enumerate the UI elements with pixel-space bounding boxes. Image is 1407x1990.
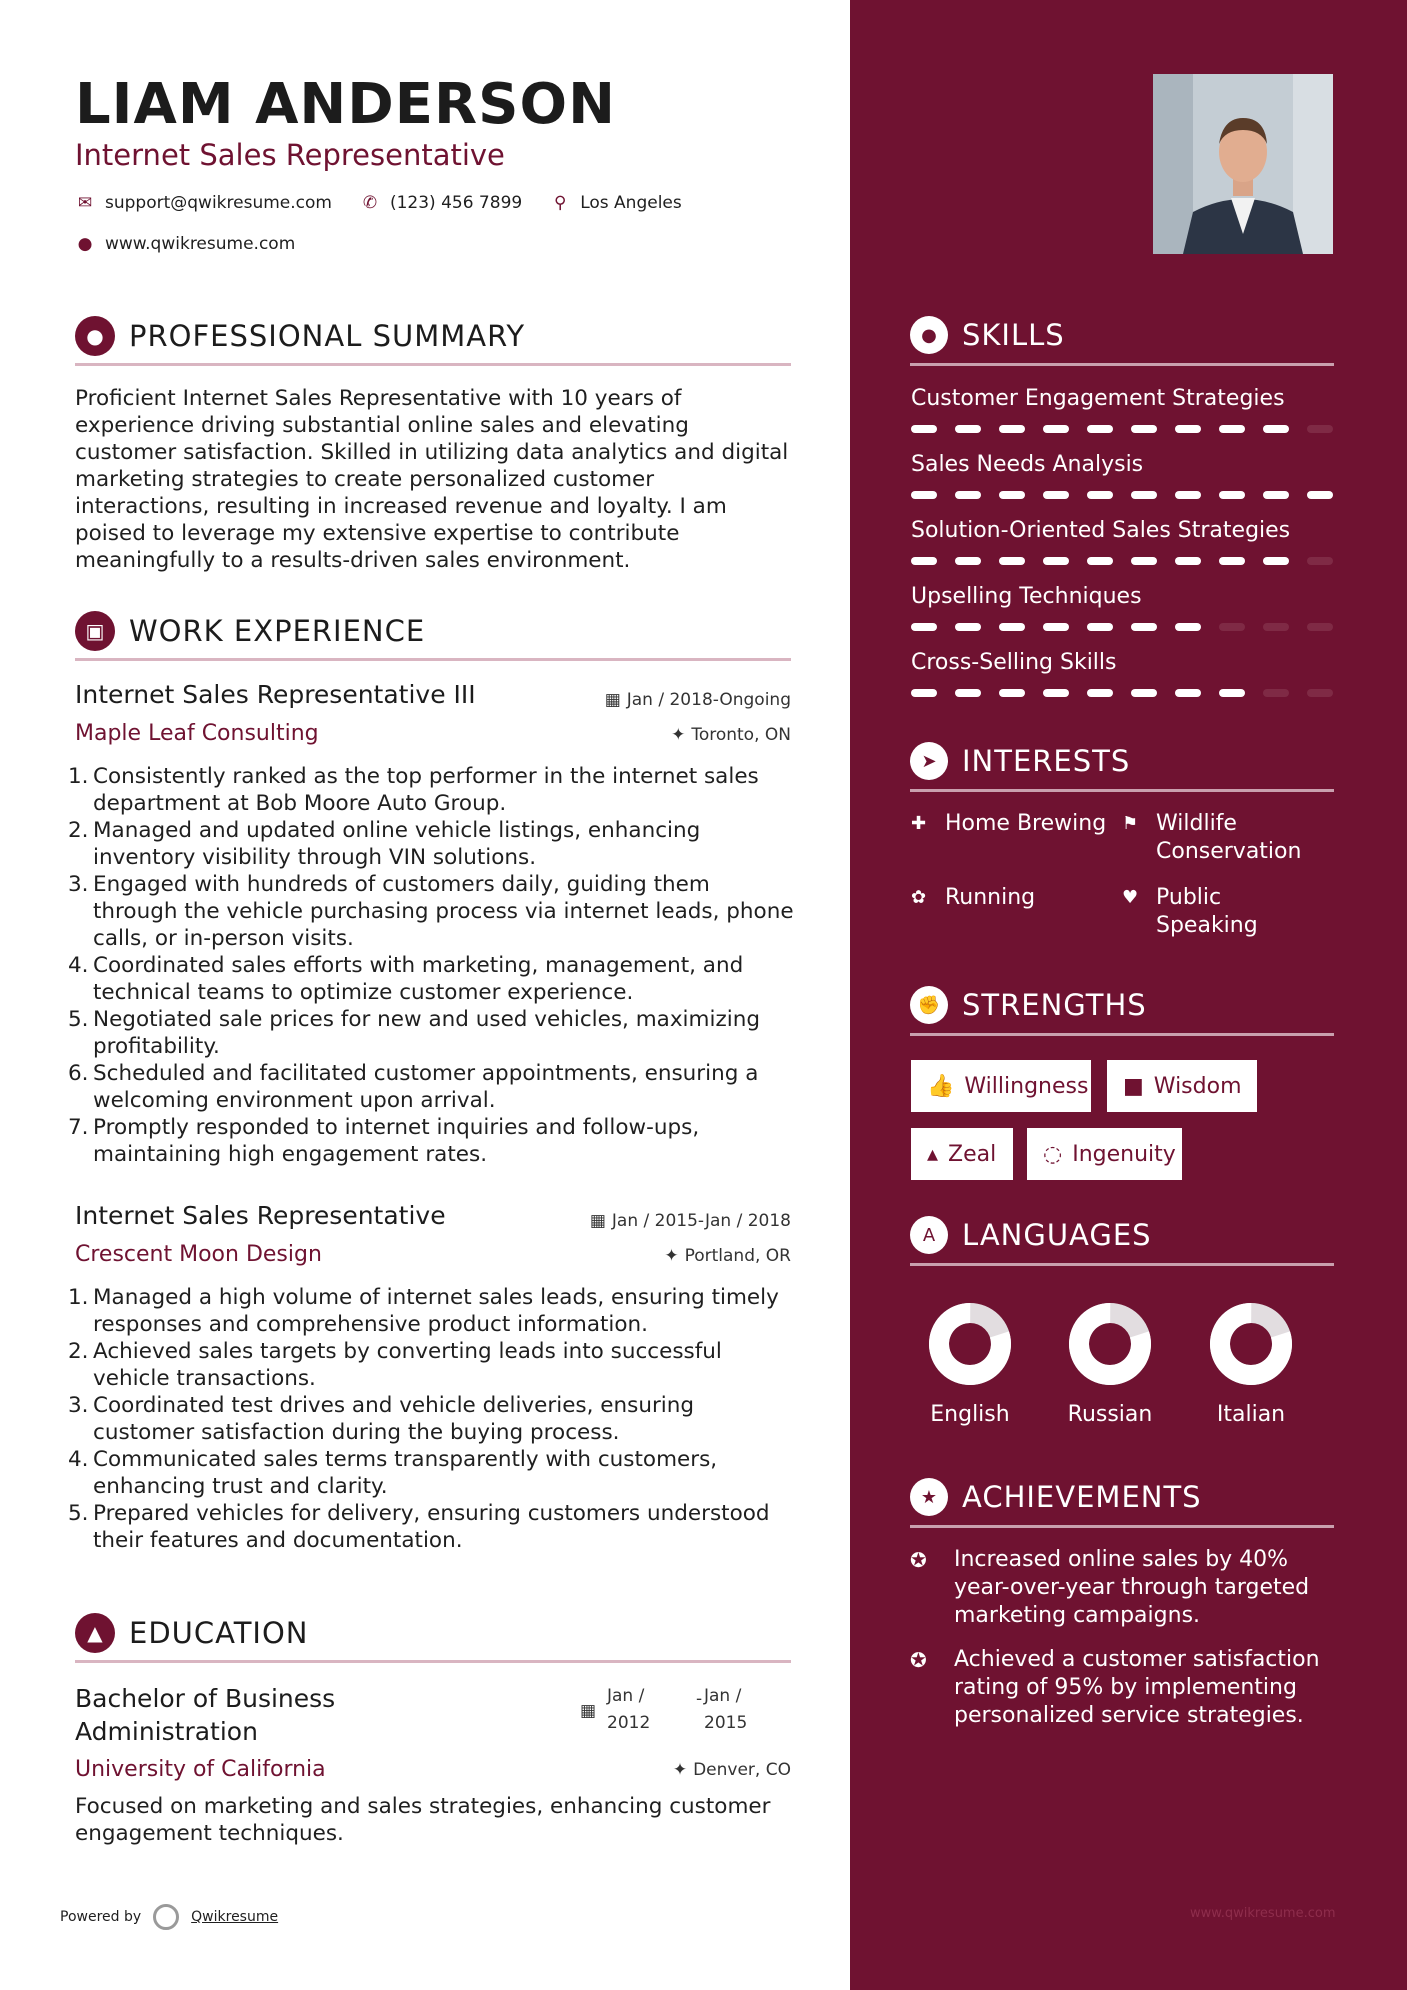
puzzle-icon: ✚: [911, 813, 927, 834]
achievement-item: ✪ Increased online sales by 40% year-over-year through targeted marketing campaigns.: [910, 1547, 1310, 1628]
strengths-title: STRENGTHS: [962, 988, 1147, 1022]
interests-title: INTERESTS: [962, 744, 1131, 778]
job-location: ✦ Portland, OR: [664, 1246, 791, 1266]
star-icon: ✪: [910, 1548, 927, 1572]
rating-dash: [911, 623, 937, 631]
language-item: Russian: [1050, 1300, 1170, 1427]
website-link[interactable]: www.qwikresume.com: [105, 234, 296, 254]
rating-dash: [999, 557, 1025, 565]
experience-divider: [75, 658, 791, 661]
rating-dash: [1043, 491, 1069, 499]
skill-name: Solution-Oriented Sales Strategies: [911, 518, 1291, 543]
skill-name: Cross-Selling Skills: [911, 650, 1117, 675]
list-item: 6. Scheduled and facilitated customer appointments, ensuring a welcoming environment upon arrival.: [68, 1061, 759, 1113]
summary-text: Proficient Internet Sales Representative with 10 years of experience driving substantial online sales and elevating customer satisfaction. Skilled in utilizing data analytics and digital marketing strategies to create personalized customer interactions, resulting in increased revenue and loyalty. I am poised to leverage my extensive expertise to contribute meaningfully to a results-driven sales environment.: [75, 386, 789, 573]
language-level-chart: [926, 1300, 1014, 1388]
strengths-heading: [910, 986, 1334, 1024]
rating-dash: [955, 689, 981, 697]
job-date: ▦ Jan / 2015-Jan / 2018: [589, 1211, 791, 1231]
list-item: 4. Communicated sales terms transparently with customers, enhancing trust and clarity.: [68, 1447, 718, 1499]
brand-link[interactable]: Qwikresume: [191, 1909, 279, 1925]
education-divider: [75, 1660, 791, 1663]
rating-dash: [999, 689, 1025, 697]
footer-website: www.qwikresume.com: [1190, 1906, 1336, 1921]
job-date: ▦ Jan / 2018-Ongoing: [604, 690, 791, 710]
rating-dash: [1087, 425, 1113, 433]
skill-rating: [911, 689, 1333, 697]
skill-rating: [911, 425, 1333, 433]
interest-item: ⚑ Wildlife Conservation: [1122, 811, 1302, 864]
rating-dash: [1307, 425, 1333, 433]
envelope-icon: ✉: [77, 193, 93, 213]
rating-dash: [1043, 557, 1069, 565]
calendar-icon: ▦: [604, 690, 621, 710]
pin-icon: ✦: [671, 725, 686, 745]
skills-divider: [910, 363, 1334, 366]
website-row: [75, 234, 295, 254]
degree-title: Bachelor of Business Administration: [75, 1684, 336, 1746]
rating-dash: [1219, 425, 1245, 433]
paper-plane-icon: ➤: [910, 742, 948, 780]
rating-dash: [1131, 623, 1157, 631]
interest-item: ✿ Running: [911, 885, 1036, 910]
rating-dash: [911, 491, 937, 499]
strength-tag: 👍 Willingness: [911, 1060, 1091, 1112]
rating-dash: [1087, 689, 1113, 697]
calendar-icon: ▦: [580, 1701, 597, 1721]
location: Los Angeles: [580, 193, 682, 213]
fire-icon: ▴: [927, 1141, 939, 1167]
rating-dash: [1175, 689, 1201, 697]
phone-icon: ✆: [362, 193, 378, 213]
rating-dash: [1263, 689, 1289, 697]
language-level-chart: [1207, 1300, 1295, 1388]
rating-dash: [1263, 491, 1289, 499]
languages-divider: [910, 1263, 1334, 1266]
school-name: University of California: [75, 1757, 326, 1782]
achievements-title: ACHIEVEMENTS: [962, 1480, 1202, 1514]
globe-icon: ●: [77, 234, 93, 254]
skill-name: Upselling Techniques: [911, 584, 1142, 609]
fist-icon: ✊: [910, 986, 948, 1024]
pin-icon: ✦: [672, 1760, 688, 1780]
rating-dash: [999, 623, 1025, 631]
skills-title: SKILLS: [962, 318, 1065, 352]
languages-heading: [910, 1216, 1334, 1254]
rating-dash: [1307, 623, 1333, 631]
rating-dash: [1219, 491, 1245, 499]
rating-dash: [1263, 557, 1289, 565]
lightbulb-icon: ◌: [1043, 1141, 1063, 1167]
rating-dash: [999, 491, 1025, 499]
star-icon: ✪: [910, 1648, 927, 1672]
job-duties-list: [68, 763, 798, 1168]
job-location: ✦ Toronto, ON: [671, 725, 791, 745]
company-name: Maple Leaf Consulting: [75, 721, 319, 746]
rating-dash: [955, 491, 981, 499]
strength-tag: ▴ Zeal: [911, 1128, 1013, 1180]
language-icon: A: [910, 1216, 948, 1254]
language-item: Italian: [1191, 1300, 1311, 1427]
rating-dash: [955, 557, 981, 565]
rating-dash: [1087, 557, 1113, 565]
list-item: 2. Achieved sales targets by converting leads into successful vehicle transactions.: [68, 1339, 722, 1391]
job-title: Internet Sales Representative III: [75, 680, 476, 709]
book-icon: ■: [1123, 1073, 1144, 1099]
list-item: 4. Coordinated sales efforts with marketing, management, and technical teams to optimize customer experience.: [68, 953, 744, 1005]
strength-tag: ■ Wisdom: [1107, 1060, 1257, 1112]
job-title: Internet Sales Representative: [75, 1201, 446, 1230]
education-start-date: Jan / 2012: [607, 1686, 651, 1733]
list-item: 7. Promptly responded to internet inquiries and follow-ups, maintaining high engagement rates.: [68, 1115, 700, 1167]
phone-number: (123) 456 7899: [389, 193, 523, 213]
rating-dash: [1175, 425, 1201, 433]
date-separator: -: [696, 1689, 703, 1709]
job-duties-list: [68, 1284, 798, 1554]
rating-dash: [1131, 425, 1157, 433]
experience-title: WORK EXPERIENCE: [129, 614, 426, 648]
skill-name: Customer Engagement Strategies: [911, 386, 1285, 411]
thumbs-up-icon: 👍: [927, 1073, 955, 1099]
skills-heading: [910, 316, 1334, 354]
rating-dash: [1307, 491, 1333, 499]
summary-title: PROFESSIONAL SUMMARY: [129, 319, 526, 353]
rating-dash: [1131, 491, 1157, 499]
interest-item: ✚ Home Brewing: [911, 811, 1107, 836]
education-title: EDUCATION: [129, 1616, 309, 1650]
graduation-cap-icon: ▲: [75, 1613, 115, 1653]
job-role: Internet Sales Representative: [75, 138, 505, 172]
briefcase-icon: ▣: [75, 611, 115, 651]
skill-name: Sales Needs Analysis: [911, 452, 1144, 477]
experience-heading: [75, 611, 791, 651]
email-link[interactable]: support@qwikresume.com: [105, 193, 332, 213]
education-text: Focused on marketing and sales strategies, enhancing customer engagement techniques.: [75, 1794, 771, 1846]
flag-icon: ⚑: [1122, 813, 1139, 834]
interests-divider: [910, 789, 1334, 792]
rating-dash: [911, 689, 937, 697]
rating-dash: [955, 623, 981, 631]
contact-row: [75, 193, 700, 213]
education-end-date: Jan / 2015: [704, 1686, 748, 1733]
achievement-item: ✪ Achieved a customer satisfaction rating of 95% by implementing personalized service strategies.: [910, 1647, 1320, 1728]
avatar: [1153, 74, 1333, 254]
rating-dash: [1263, 425, 1289, 433]
language-level-chart: [1066, 1300, 1154, 1388]
rating-dash: [1307, 557, 1333, 565]
rating-dash: [911, 425, 937, 433]
rating-dash: [1263, 623, 1289, 631]
language-item: English: [910, 1300, 1030, 1427]
list-item: 5. Prepared vehicles for delivery, ensuring customers understood their features and documentation.: [68, 1501, 770, 1553]
list-item: 5. Negotiated sale prices for new and used vehicles, maximizing profitability.: [68, 1007, 760, 1059]
rating-dash: [1131, 557, 1157, 565]
rating-dash: [1219, 623, 1245, 631]
list-item: 2. Managed and updated online vehicle listings, enhancing inventory visibility through VIN solutions.: [68, 818, 701, 870]
languages-title: LANGUAGES: [962, 1218, 1152, 1252]
summary-divider: [75, 363, 791, 366]
calendar-icon: ▦: [589, 1211, 606, 1231]
rating-dash: [1043, 623, 1069, 631]
rating-dash: [1131, 689, 1157, 697]
achievements-heading: [910, 1478, 1334, 1516]
skill-rating: [911, 557, 1333, 565]
skill-rating: [911, 623, 1333, 631]
list-item: 1. Consistently ranked as the top performer in the internet sales department at Bob Moore Auto Group.: [68, 764, 759, 816]
list-item: 3. Coordinated test drives and vehicle deliveries, ensuring customer satisfaction during the buying process.: [68, 1393, 695, 1445]
rating-dash: [1043, 689, 1069, 697]
interest-item: ♥ Public Speaking: [1122, 885, 1258, 938]
strength-tag: ◌ Ingenuity: [1027, 1128, 1182, 1180]
rating-dash: [1087, 491, 1113, 499]
star-badge-icon: ★: [910, 1478, 948, 1516]
candidate-name: LIAM ANDERSON: [75, 72, 616, 137]
rating-dash: [1175, 557, 1201, 565]
heartbeat-icon: ♥: [1122, 887, 1139, 908]
user-icon: ●: [75, 316, 115, 356]
profile-photo: [1153, 74, 1333, 254]
map-marker-icon: ⚲: [553, 193, 567, 213]
summary-heading: [75, 316, 791, 356]
rating-dash: [911, 557, 937, 565]
powered-by: Powered by Qwikresume: [60, 1904, 278, 1930]
list-item: 1. Managed a high volume of internet sales leads, ensuring timely responses and comprehensive product information.: [68, 1285, 779, 1337]
strengths-divider: [910, 1033, 1334, 1036]
interests-heading: [910, 742, 1334, 780]
rating-dash: [1219, 689, 1245, 697]
school-location: ✦ Denver, CO: [672, 1760, 791, 1780]
rating-dash: [1175, 623, 1201, 631]
skill-rating: [911, 491, 1333, 499]
rating-dash: [1087, 623, 1113, 631]
qwikresume-logo-icon: [153, 1904, 179, 1930]
rating-dash: [1307, 689, 1333, 697]
rating-dash: [1219, 557, 1245, 565]
company-name: Crescent Moon Design: [75, 1242, 322, 1267]
rating-dash: [1175, 491, 1201, 499]
pin-icon: ✦: [664, 1246, 679, 1266]
paw-icon: ✿: [911, 887, 927, 908]
rating-dash: [955, 425, 981, 433]
achievements-divider: [910, 1525, 1334, 1528]
lightbulb-icon: ●: [910, 316, 948, 354]
rating-dash: [999, 425, 1025, 433]
education-heading: [75, 1613, 791, 1653]
rating-dash: [1043, 425, 1069, 433]
list-item: 3. Engaged with hundreds of customers daily, guiding them through the vehicle purchasing process via internet leads, phone calls, or in-person visits.: [68, 872, 794, 951]
